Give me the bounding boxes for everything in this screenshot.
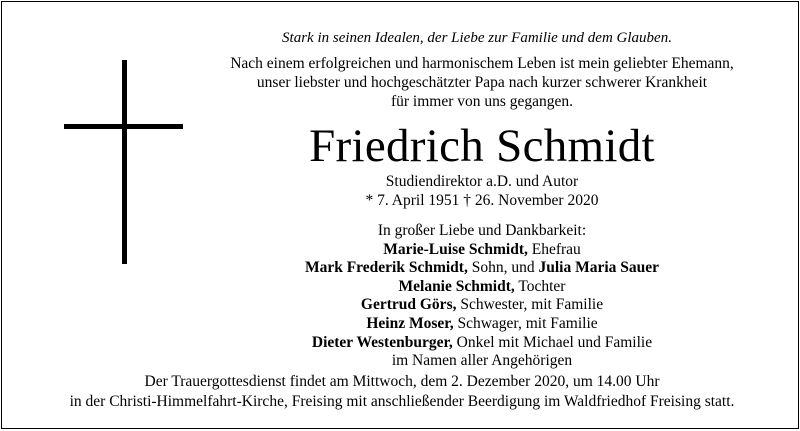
- intro-line: unser liebster und hochgeschätzter Papa nach kurzer schwerer Krankheit: [256, 74, 708, 91]
- mourners-closing: im Namen aller Angehörigen: [391, 352, 573, 370]
- mourners-heading: In großer Liebe und Dankbarkeit:: [377, 222, 587, 239]
- mourner-name-partner: Julia Maria Sauer: [538, 259, 660, 277]
- mourner-name: Marie-Luise Schmidt,: [383, 240, 528, 258]
- mourner-relation: Sohn, und: [471, 259, 535, 277]
- mourners-list: [212, 222, 752, 371]
- motto: Stark in seinen Idealen, der Liebe zur Familie und dem Glauben.: [282, 30, 672, 46]
- mourner-row: [212, 278, 752, 297]
- service-line: Der Trauergottesdienst findet am Mittwoch, dem 2. Dezember 2020, um 14.00 Uhr: [144, 373, 660, 390]
- mourner-relation: Schwager, mit Familie: [457, 314, 598, 332]
- mourner-row: [212, 259, 752, 278]
- mourner-relation: Onkel mit Michael und Familie: [456, 333, 653, 351]
- mourner-name: Melanie Schmidt,: [398, 277, 515, 295]
- intro-line: Nach einem erfolgreichen und harmonischem Leben ist mein geliebter Ehemann,: [230, 55, 734, 72]
- obituary-notice: [1, 1, 799, 429]
- intro-text: [212, 54, 752, 111]
- mourner-row: [212, 296, 752, 315]
- mourner-row: [212, 334, 752, 353]
- mourner-row: [212, 241, 752, 260]
- deceased-name: Friedrich Schmidt: [309, 120, 655, 172]
- mourner-name: Gertrud Görs,: [360, 296, 457, 314]
- cross-icon-bar: [64, 124, 183, 129]
- cross-icon: [122, 60, 127, 264]
- mourner-relation: Schwester, mit Familie: [460, 296, 604, 314]
- mourner-relation: Tochter: [518, 277, 566, 295]
- mourner-name: Mark Frederik Schmidt,: [304, 259, 468, 277]
- intro-line: für immer von uns gegangen.: [390, 93, 574, 110]
- deceased-dates: * 7. April 1951 † 26. November 2020: [365, 192, 599, 209]
- service-line: in der Christi-Himmelfahrt-Kirche, Freising mit anschließender Beerdigung im Waldfriedhof Freising statt.: [69, 392, 735, 410]
- mourner-name: Heinz Moser,: [366, 314, 454, 332]
- mourner-relation: Ehefrau: [531, 240, 581, 258]
- mourner-name: Dieter Westenburger,: [311, 333, 453, 351]
- service-info: [22, 372, 782, 411]
- deceased-title: Studiendirektor a.D. und Autor: [385, 173, 579, 190]
- mourner-row: [212, 315, 752, 334]
